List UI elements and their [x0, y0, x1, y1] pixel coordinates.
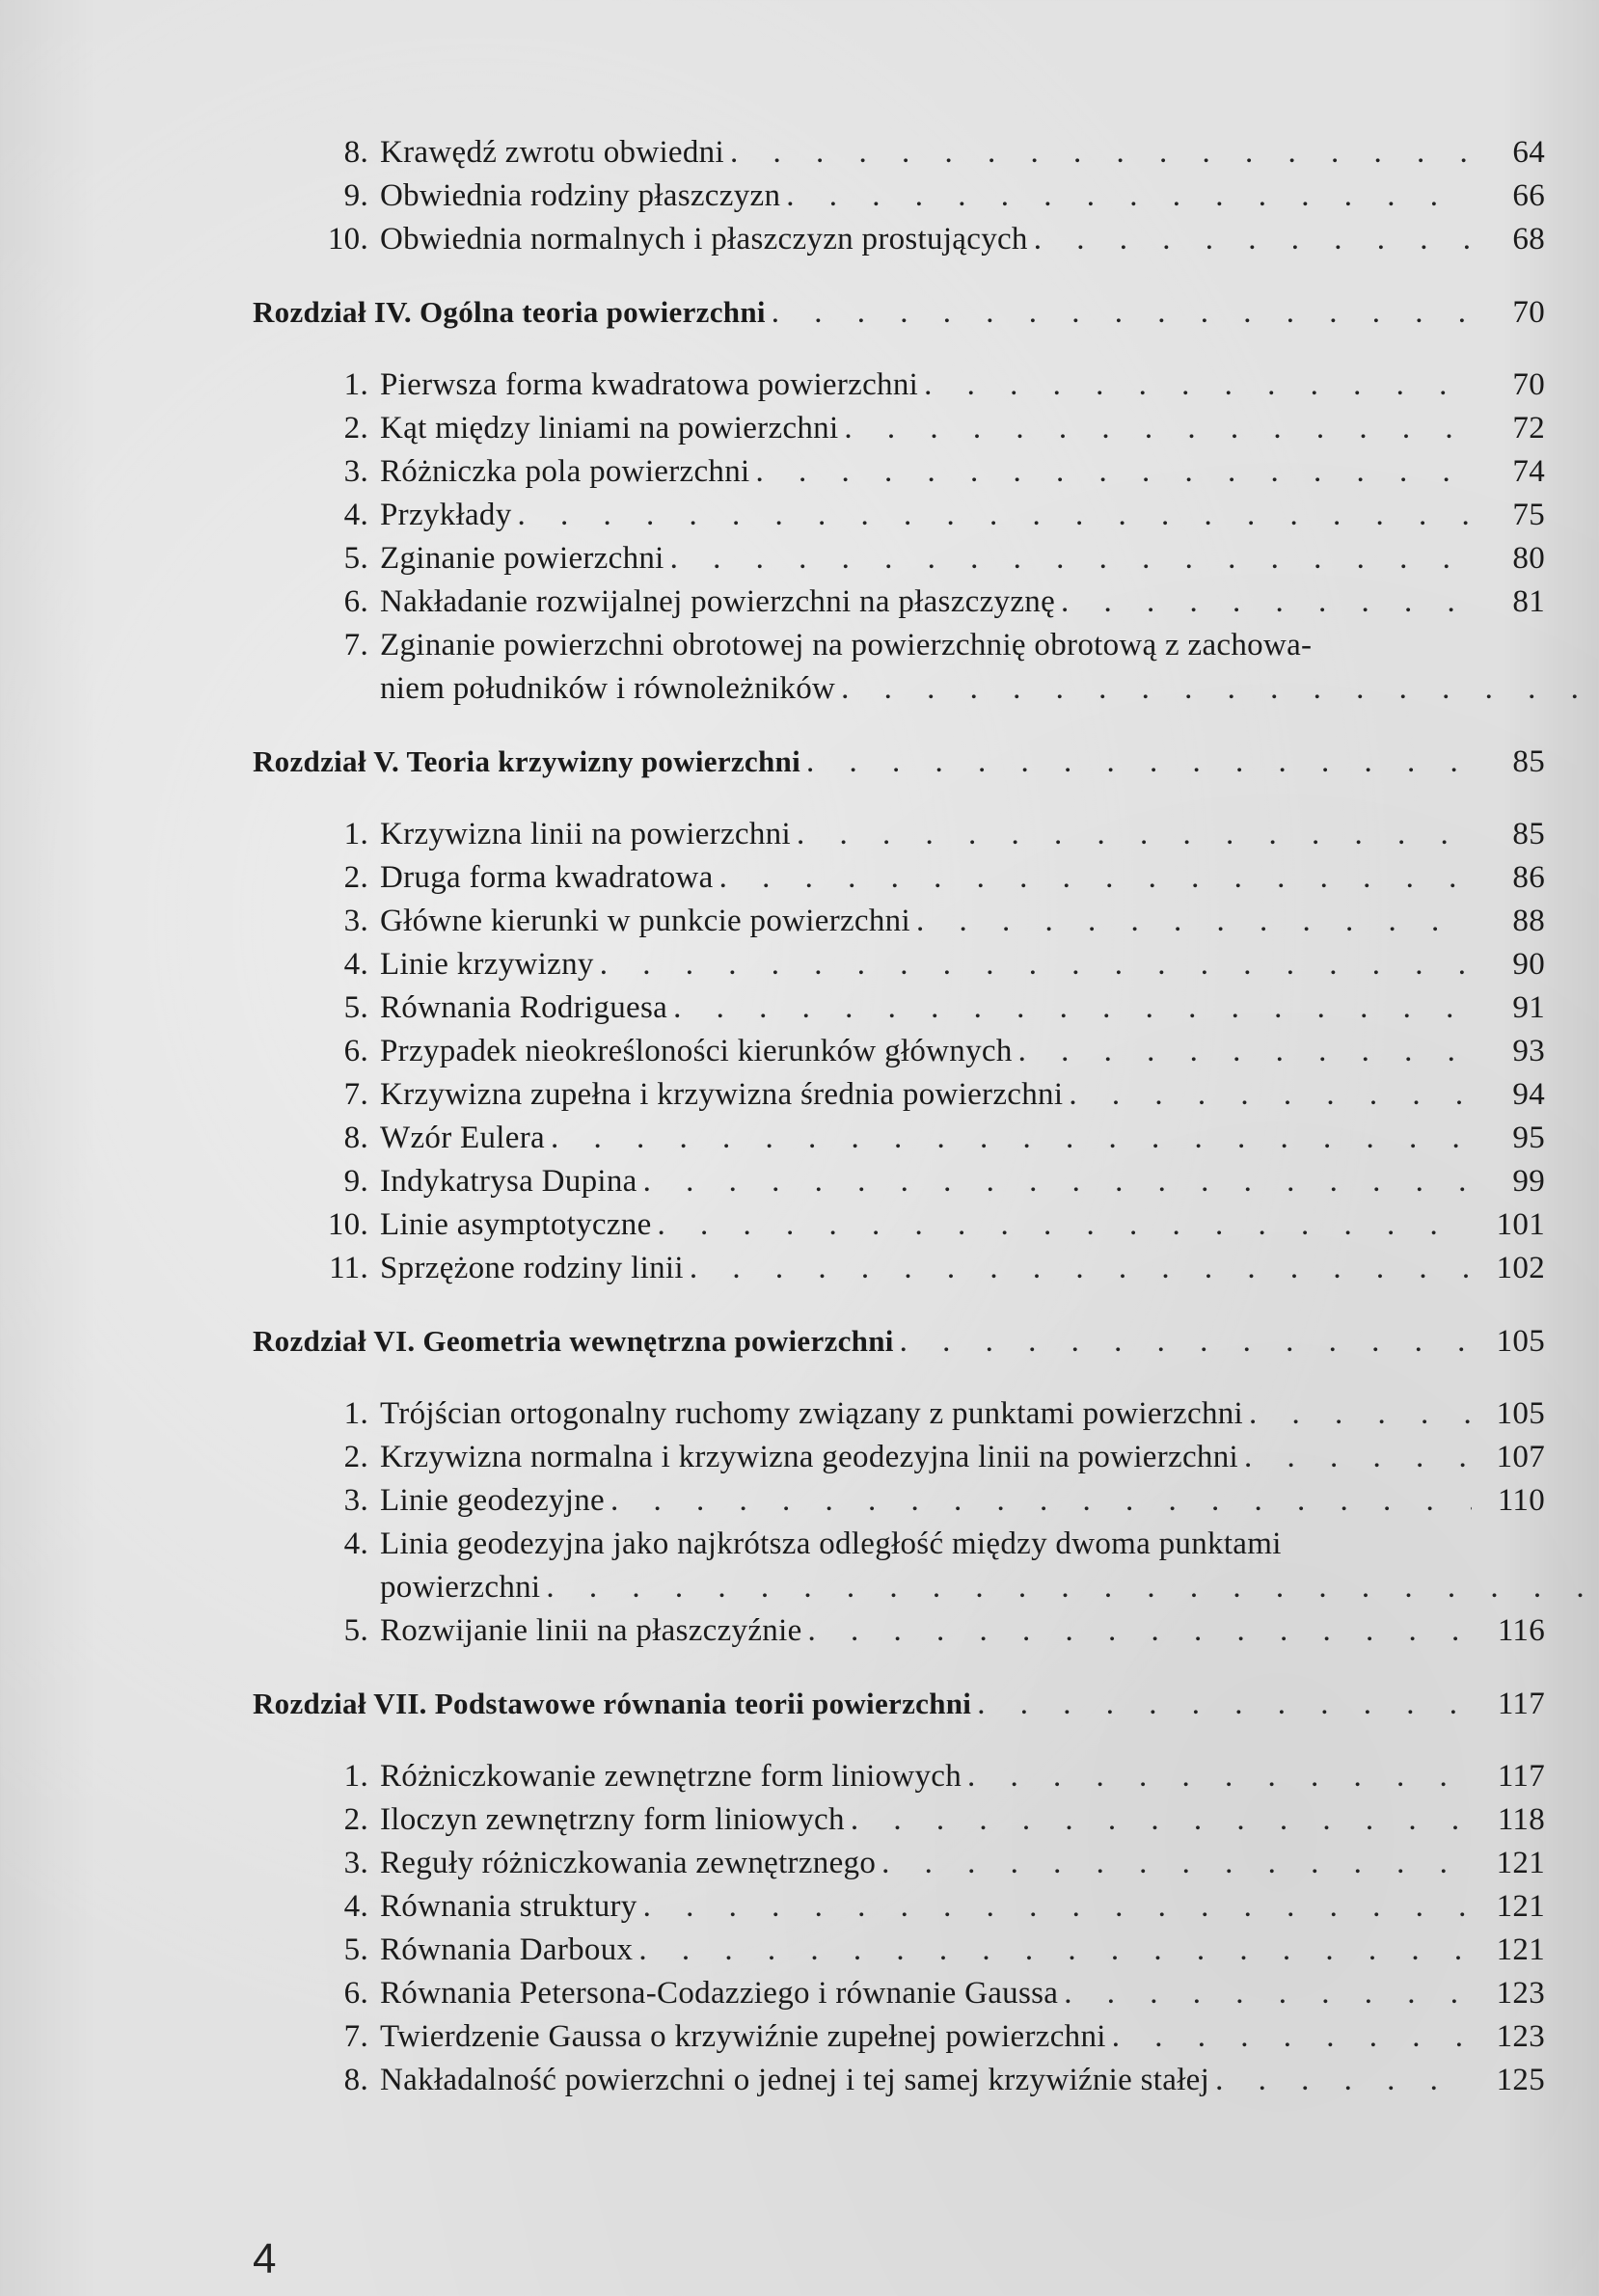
toc-entry [253, 943, 1545, 986]
chapter-page: 117 [1497, 1687, 1545, 1721]
entry-number: 2. [343, 1440, 368, 1474]
entry-page: 93 [1512, 1034, 1545, 1068]
entry-title: Sprzężone rodziny linii [380, 1251, 684, 1285]
entry-page: 121 [1496, 1846, 1545, 1880]
entry-title-continuation [380, 667, 1599, 711]
entry-title: Linia geodezyjna jako najkrótsza odległość między dwoma punktami [380, 1526, 1282, 1561]
entry-title: Krawędź zwrotu obwiedni [380, 135, 724, 170]
dot-leader [546, 1566, 1599, 1609]
entry-number: 4. [343, 498, 368, 532]
entry-number: 4. [343, 947, 368, 982]
entry-page: 66 [1512, 178, 1545, 213]
entry-title: Linie geodezyjne [380, 1483, 605, 1518]
entry-title: Obwiednia rodziny płaszczyzn [380, 178, 781, 213]
dot-leader [1064, 1972, 1472, 2015]
toc-entry [253, 1609, 1545, 1653]
entry-page: 95 [1512, 1121, 1545, 1155]
table-of-contents [253, 131, 1545, 2102]
toc-entry [253, 1247, 1545, 1290]
entry-title: Przypadek nieokreśloności kierunków głównych [380, 1034, 1013, 1068]
dot-leader [1061, 581, 1472, 624]
entry-title: Krzywizna linii na powierzchni [380, 817, 791, 851]
entry-page: 107 [1496, 1440, 1545, 1474]
page-number: 4 [253, 2235, 277, 2282]
dot-leader [808, 1609, 1472, 1653]
dot-leader [806, 741, 1472, 784]
dot-leader [1034, 218, 1472, 261]
toc-entry [253, 581, 1545, 624]
entry-page: 70 [1512, 367, 1545, 402]
entry-page: 80 [1512, 541, 1545, 576]
entry-page: 81 [1512, 584, 1545, 619]
dot-leader [1018, 1030, 1472, 1073]
entry-page: 94 [1512, 1077, 1545, 1112]
dot-leader [844, 407, 1472, 450]
entry-title: Równania Rodriguesa [380, 990, 668, 1025]
entry-title: Krzywizna normalna i krzywizna geodezyjna linii na powierzchni [380, 1440, 1239, 1474]
dot-leader [600, 943, 1472, 986]
entry-title-block [380, 624, 1599, 711]
entry-title-line2: powierzchni [380, 1570, 541, 1605]
entry-number: 7. [343, 628, 368, 662]
entry-page: 86 [1512, 860, 1545, 895]
toc-entry [253, 624, 1545, 711]
entry-title: Równania Darboux [380, 1932, 634, 1967]
entry-number: 5. [343, 1932, 368, 1967]
toc-entry [253, 1479, 1545, 1523]
entry-page: 91 [1512, 990, 1545, 1025]
entry-number: 3. [343, 904, 368, 938]
toc-entry [253, 1392, 1545, 1436]
entry-number: 1. [343, 367, 368, 402]
entry-title: Różniczkowanie zewnętrzne form liniowych [380, 1759, 962, 1794]
entry-title: Trójścian ortogonalny ruchomy związany z punktami powierzchni [380, 1396, 1244, 1431]
entry-number: 4. [343, 1889, 368, 1924]
toc-entry [253, 856, 1545, 900]
entry-title: Iloczyn zewnętrzny form liniowych [380, 1802, 845, 1837]
toc-entry [253, 813, 1545, 856]
entry-page: 64 [1512, 135, 1545, 170]
toc-entry [253, 494, 1545, 537]
entry-title: Przykłady [380, 498, 512, 532]
entry-number: 5. [343, 541, 368, 576]
dot-leader [1112, 2015, 1472, 2059]
chapter-heading [253, 1682, 1545, 1726]
toc-entry [253, 1117, 1545, 1160]
dot-leader [658, 1203, 1472, 1247]
dot-leader [786, 175, 1472, 218]
entry-title: Zginanie powierzchni [380, 541, 664, 576]
dot-leader [643, 1160, 1472, 1203]
toc-entry [253, 218, 1545, 261]
entry-page: 102 [1496, 1251, 1545, 1285]
dot-leader [916, 900, 1472, 943]
toc-entry [253, 1030, 1545, 1073]
entry-number: 6. [343, 584, 368, 619]
toc-entry [253, 450, 1545, 494]
dot-leader [610, 1479, 1472, 1523]
entry-page: 105 [1496, 1396, 1545, 1431]
entry-page: 123 [1496, 2019, 1545, 2054]
entry-title-continuation [380, 1566, 1599, 1609]
chapter-page: 85 [1512, 744, 1545, 779]
entry-page: 99 [1512, 1164, 1545, 1199]
entry-number: 10. [327, 222, 368, 257]
entry-title: Indykatrysa Dupina [380, 1164, 637, 1199]
dot-leader [1249, 1392, 1472, 1436]
entry-title: Krzywizna zupełna i krzywizna średnia powierzchni [380, 1077, 1064, 1112]
toc-entry [253, 1436, 1545, 1479]
entry-title: Pierwsza forma kwadratowa powierzchni [380, 367, 919, 402]
entry-page: 125 [1496, 2063, 1545, 2097]
dot-leader [841, 667, 1599, 711]
dot-leader [1069, 1073, 1472, 1117]
entry-title: Druga forma kwadratowa [380, 860, 714, 895]
entry-title: Linie krzywizny [380, 947, 594, 982]
entry-title: Różniczka pola powierzchni [380, 454, 750, 489]
entry-title: Równania Petersona-Codazziego i równanie Gaussa [380, 1976, 1059, 2011]
entry-page: 110 [1497, 1483, 1545, 1518]
entry-title: Kąt między liniami na powierzchni [380, 411, 839, 446]
dot-leader [797, 813, 1472, 856]
toc-entry [253, 1160, 1545, 1203]
toc-entry [253, 1929, 1545, 1972]
toc-entry [253, 175, 1545, 218]
dot-leader [690, 1247, 1472, 1290]
dot-leader [638, 1929, 1472, 1972]
toc-entry [253, 131, 1545, 175]
chapter-heading [253, 290, 1545, 335]
entry-number: 10. [327, 1207, 368, 1242]
dot-leader [977, 1683, 1472, 1726]
dot-leader [1244, 1436, 1472, 1479]
entry-title: Obwiednia normalnych i płaszczyzn prostujących [380, 222, 1028, 257]
dot-leader [518, 494, 1472, 537]
chapter-page: 105 [1496, 1324, 1545, 1359]
entry-page: 90 [1512, 947, 1545, 982]
toc-entry [253, 1885, 1545, 1929]
entry-title: Linie asymptotyczne [380, 1207, 652, 1242]
entry-page: 123 [1496, 1976, 1545, 2011]
chapter-title: Rozdział VI. Geometria wewnętrzna powierzchni [253, 1324, 894, 1358]
entry-title-line2: niem południków i równoleżników [380, 671, 836, 706]
toc-entry [253, 1755, 1545, 1798]
entry-number: 9. [343, 1164, 368, 1199]
entry-number: 2. [343, 860, 368, 895]
toc-entry [253, 900, 1545, 943]
toc-entry [253, 986, 1545, 1030]
entry-number: 1. [343, 1759, 368, 1794]
entry-page: 116 [1497, 1613, 1545, 1648]
dot-leader [900, 1320, 1472, 1364]
entry-number: 6. [343, 1034, 368, 1068]
entry-number: 2. [343, 1802, 368, 1837]
dot-leader [643, 1885, 1472, 1929]
dot-leader [924, 364, 1472, 407]
entry-number: 9. [343, 178, 368, 213]
entry-number: 5. [343, 1613, 368, 1648]
toc-entry [253, 1073, 1545, 1117]
entry-page: 85 [1512, 817, 1545, 851]
toc-entry [253, 537, 1545, 581]
entry-title: Równania struktury [380, 1889, 637, 1924]
chapter-title: Rozdział V. Teoria krzywizny powierzchni [253, 744, 800, 778]
entry-title: Główne kierunki w punkcie powierzchni [380, 904, 910, 938]
entry-page: 121 [1496, 1932, 1545, 1967]
dot-leader [551, 1117, 1472, 1160]
dot-leader [967, 1755, 1472, 1798]
entry-number: 5. [343, 990, 368, 1025]
entry-number: 3. [343, 454, 368, 489]
entry-page: 72 [1512, 411, 1545, 446]
entry-page: 118 [1497, 1802, 1545, 1837]
entry-page: 88 [1512, 904, 1545, 938]
dot-leader [881, 1842, 1472, 1885]
dot-leader [772, 291, 1472, 335]
chapter-page: 70 [1512, 295, 1545, 330]
toc-entry [253, 364, 1545, 407]
entry-title: Twierdzenie Gaussa o krzywiźnie zupełnej powierzchni [380, 2019, 1106, 2054]
chapter-heading [253, 1319, 1545, 1364]
entry-title: Nakładanie rozwijalnej powierzchni na płaszczyznę [380, 584, 1056, 619]
dot-leader [673, 986, 1472, 1030]
chapter-title: Rozdział IV. Ogólna teoria powierzchni [253, 295, 766, 329]
entry-number: 6. [343, 1976, 368, 2011]
toc-entry [253, 1203, 1545, 1247]
toc-entry [253, 1523, 1545, 1609]
entry-number: 8. [343, 2063, 368, 2097]
dot-leader [1215, 2059, 1472, 2102]
entry-page: 117 [1497, 1759, 1545, 1794]
entry-title: Rozwijanie linii na płaszczyźnie [380, 1613, 802, 1648]
entry-number: 2. [343, 411, 368, 446]
entry-title: Zginanie powierzchni obrotowej na powierzchnię obrotową z zachowa- [380, 628, 1313, 662]
entry-page: 101 [1496, 1207, 1545, 1242]
chapter-heading [253, 740, 1545, 784]
toc-entry [253, 2015, 1545, 2059]
entry-title: Wzór Eulera [380, 1121, 545, 1155]
toc-entry [253, 1842, 1545, 1885]
entry-number: 11. [329, 1251, 368, 1285]
entry-number: 8. [343, 1121, 368, 1155]
entry-page: 68 [1512, 222, 1545, 257]
entry-number: 7. [343, 1077, 368, 1112]
dot-leader [670, 537, 1472, 581]
toc-entry [253, 407, 1545, 450]
entry-number: 3. [343, 1483, 368, 1518]
toc-entry [253, 1972, 1545, 2015]
entry-title: Nakładalność powierzchni o jednej i tej samej krzywiźnie stałej [380, 2063, 1210, 2097]
entry-number: 3. [343, 1846, 368, 1880]
entry-page: 74 [1512, 454, 1545, 489]
toc-entry [253, 1798, 1545, 1842]
dot-leader [755, 450, 1472, 494]
dot-leader [719, 856, 1472, 900]
entry-number: 7. [343, 2019, 368, 2054]
dot-leader [851, 1798, 1472, 1842]
entry-title-block [380, 1523, 1599, 1609]
entry-title: Reguły różniczkowania zewnętrznego [380, 1846, 877, 1880]
entry-page: 75 [1512, 498, 1545, 532]
dot-leader [730, 131, 1472, 175]
entry-number: 1. [343, 1396, 368, 1431]
chapter-title: Rozdział VII. Podstawowe równania teorii powierzchni [253, 1687, 972, 1720]
entry-page: 121 [1496, 1889, 1545, 1924]
entry-number: 1. [343, 817, 368, 851]
toc-entry [253, 2059, 1545, 2102]
entry-number: 4. [343, 1526, 368, 1561]
entry-number: 8. [343, 135, 368, 170]
